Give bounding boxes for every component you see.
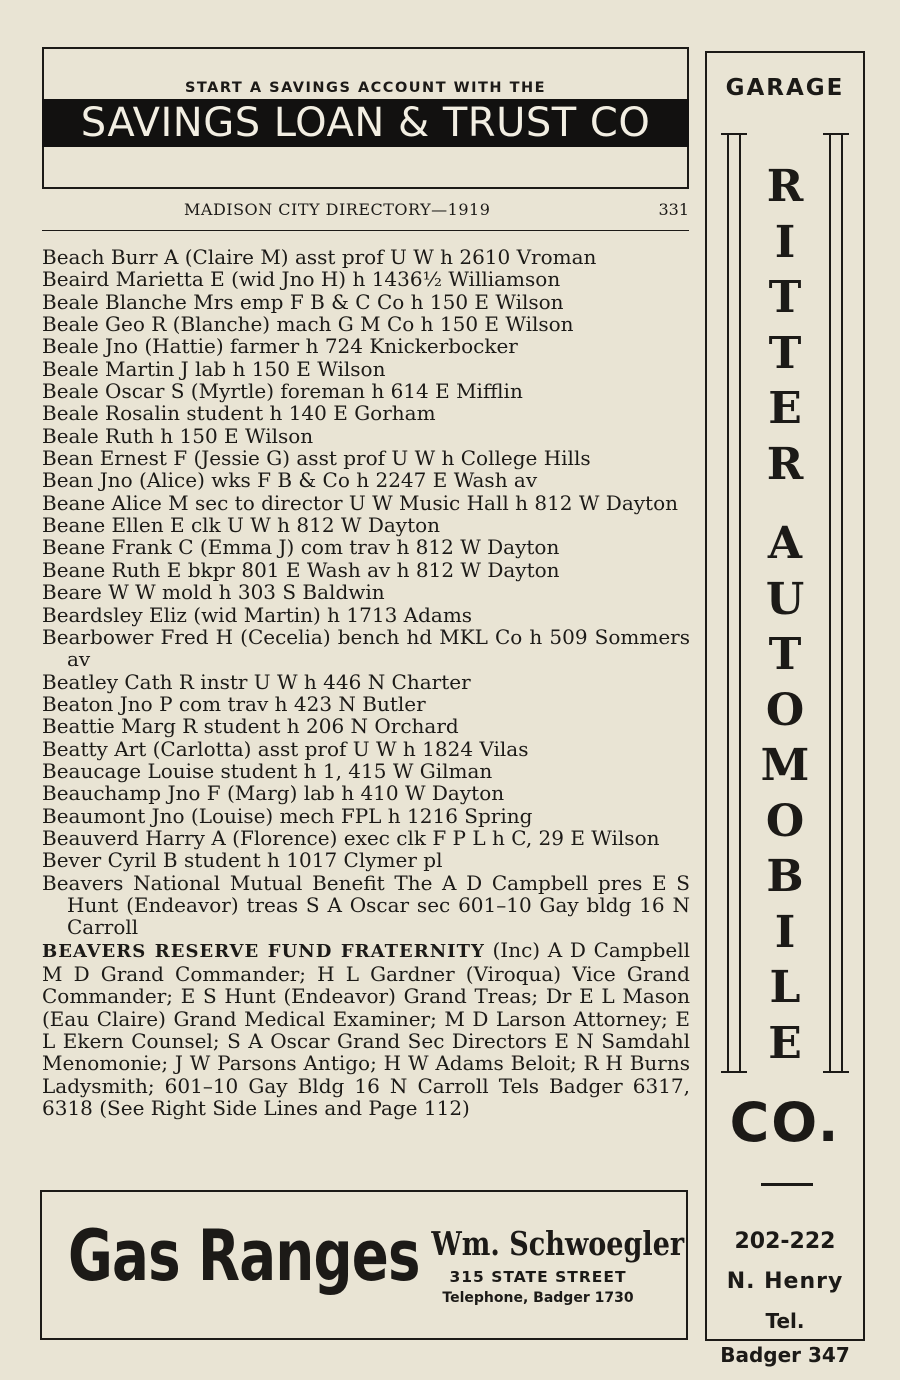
- vertical-company-name: [747, 161, 823, 1069]
- directory-entry: Beane Frank C (Emma J) com trav h 812 W Dayton: [42, 535, 560, 560]
- directory-entry: Beatty Art (Carlotta) asst prof U W h 1824 Vilas: [42, 736, 529, 761]
- directory-entry: Beaucage Louise student h 1, 415 W Gilman: [42, 758, 493, 783]
- ad-tagline: START A SAVINGS ACCOUNT WITH THE: [184, 80, 547, 96]
- directory-entry: Beale Geo R (Blanche) mach G M Co h 150 E Wilson: [42, 312, 574, 337]
- page-number: 331: [658, 200, 689, 219]
- gas-ranges-advertisement: [40, 1190, 688, 1340]
- company-suffix: CO.: [729, 1091, 841, 1154]
- telephone-label: Tel.: [765, 1309, 805, 1333]
- merchant-name: Wm. Schwoegler: [431, 1224, 685, 1263]
- directory-entry: Bean Ernest F (Jessie G) asst prof U W h College Hills: [42, 446, 591, 471]
- directory-title: MADISON CITY DIRECTORY—1919: [184, 200, 491, 219]
- address-number: 202-222: [734, 1229, 836, 1254]
- company-name-letter: E: [768, 1017, 802, 1069]
- ad-banner: SAVINGS LOAN & TRUST CO: [42, 99, 689, 147]
- directory-entry: Beaton Jno P com trav h 423 N Butler: [42, 691, 426, 716]
- directory-entry: Beale Blanche Mrs emp F B & C Co h 150 E Wilson: [42, 289, 564, 314]
- garage-advertisement: [705, 51, 865, 1367]
- company-name-letter: L: [769, 962, 801, 1013]
- directory-listing: [42, 246, 690, 1119]
- company-name-letter: O: [765, 795, 805, 847]
- directory-entry: Beavers National Mutual Benefit The A D Campbell pres E S Hunt (Endeavor) treas S A Oscar sec 601–10 Gay bldg 16 N Carroll: [42, 870, 690, 940]
- directory-entry: Beare W W mold h 303 S Baldwin: [42, 580, 385, 605]
- company-name-letter: T: [768, 272, 802, 323]
- directory-entry: Beattie Marg R student h 206 N Orchard: [42, 714, 459, 739]
- directory-entry: Beale Martin J lab h 150 E Wilson: [42, 356, 386, 381]
- directory-entry: Beaird Marietta E (wid Jno H) h 1436½ Williamson: [42, 267, 561, 292]
- featured-entry: [42, 939, 690, 1120]
- directory-entry: Beane Ruth E bkpr 801 E Wash av h 812 W Dayton: [42, 557, 560, 582]
- featured-entry-text: (Inc) A D Campbell M D Grand Commander; H L Gardner (Viroqua) Vice Grand Commander; E S Hunt (Endeavor) Grand Treas; Dr E L Mason (Eau Claire) Grand Medical Examiner; M D Larson Attorney; E L Ekern Counsel; S A Oscar Grand Sec Directors E N Samdahl Menomonie; J W Parsons Antigo; H W Adams Beloit; R H Burns Ladysmith; 601–10 Gay Bldg 16 N Carroll Tels Badger 6317, 6318 (See Right Side Lines and Page 112): [42, 937, 690, 1121]
- garage-heading: GARAGE: [725, 75, 845, 101]
- directory-entry: Beach Burr A (Claire M) asst prof U W h 2610 Vroman: [42, 245, 597, 269]
- company-name-letter: B: [766, 851, 804, 902]
- directory-entry: Beane Ellen E clk U W h 812 W Dayton: [42, 513, 441, 538]
- directory-entry: Beane Alice M sec to director U W Music Hall h 812 W Dayton: [42, 490, 679, 515]
- directory-entry: Beatley Cath R instr U W h 446 N Charter: [42, 669, 471, 694]
- directory-entry: Beaumont Jno (Louise) mech FPL h 1216 Spring: [42, 803, 533, 828]
- company-name-letter: T: [768, 629, 802, 680]
- company-name-letter: O: [765, 684, 805, 736]
- company-name-letter: A: [767, 518, 803, 569]
- right-pillar-ornament: [829, 133, 843, 1073]
- directory-entry: Beauverd Harry A (Florence) exec clk F P L h C, 29 E Wilson: [42, 825, 660, 850]
- directory-entry: Beale Ruth h 150 E Wilson: [42, 423, 314, 448]
- merchant-telephone: Telephone, Badger 1730: [442, 1290, 634, 1306]
- directory-entry: Beale Jno (Hattie) farmer h 724 Knickerbocker: [42, 334, 518, 359]
- featured-entry-name: BEAVERS RESERVE FUND FRATERNITY: [42, 940, 485, 962]
- running-head: [42, 200, 689, 231]
- telephone-number: Badger 347: [720, 1343, 850, 1367]
- company-name-letter: I: [774, 906, 796, 958]
- directory-entry: Beardsley Eliz (wid Martin) h 1713 Adams: [42, 602, 473, 627]
- savings-bank-advertisement: [42, 47, 689, 189]
- directory-entry: Beale Rosalin student h 140 E Gorham: [42, 401, 436, 426]
- company-name-letter: T: [768, 327, 802, 379]
- directory-entry: Beauchamp Jno F (Marg) lab h 410 W Dayton: [42, 781, 505, 806]
- company-name-letter: R: [766, 161, 804, 212]
- directory-entry: Bean Jno (Alice) wks F B & Co h 2247 E Wash av: [42, 468, 538, 493]
- company-name-letter: U: [765, 573, 805, 625]
- company-name-letter: R: [766, 438, 804, 490]
- address-street: N. Henry: [726, 1269, 844, 1294]
- company-name-letter: M: [760, 740, 810, 791]
- divider: [761, 1183, 813, 1186]
- company-name-letter: I: [774, 216, 796, 268]
- left-pillar-ornament: [727, 133, 741, 1073]
- directory-entry: Bearbower Fred H (Cecelia) bench hd MKL Co h 509 Sommers av: [42, 624, 690, 672]
- merchant-street: 315 STATE STREET: [449, 1268, 627, 1286]
- directory-entry: Beale Oscar S (Myrtle) foreman h 614 E Mifflin: [42, 379, 523, 404]
- directory-entry: Bever Cyril B student h 1017 Clymer pl: [42, 848, 443, 873]
- company-name-letter: E: [768, 383, 802, 434]
- ad-headline: Gas Ranges: [68, 1215, 420, 1297]
